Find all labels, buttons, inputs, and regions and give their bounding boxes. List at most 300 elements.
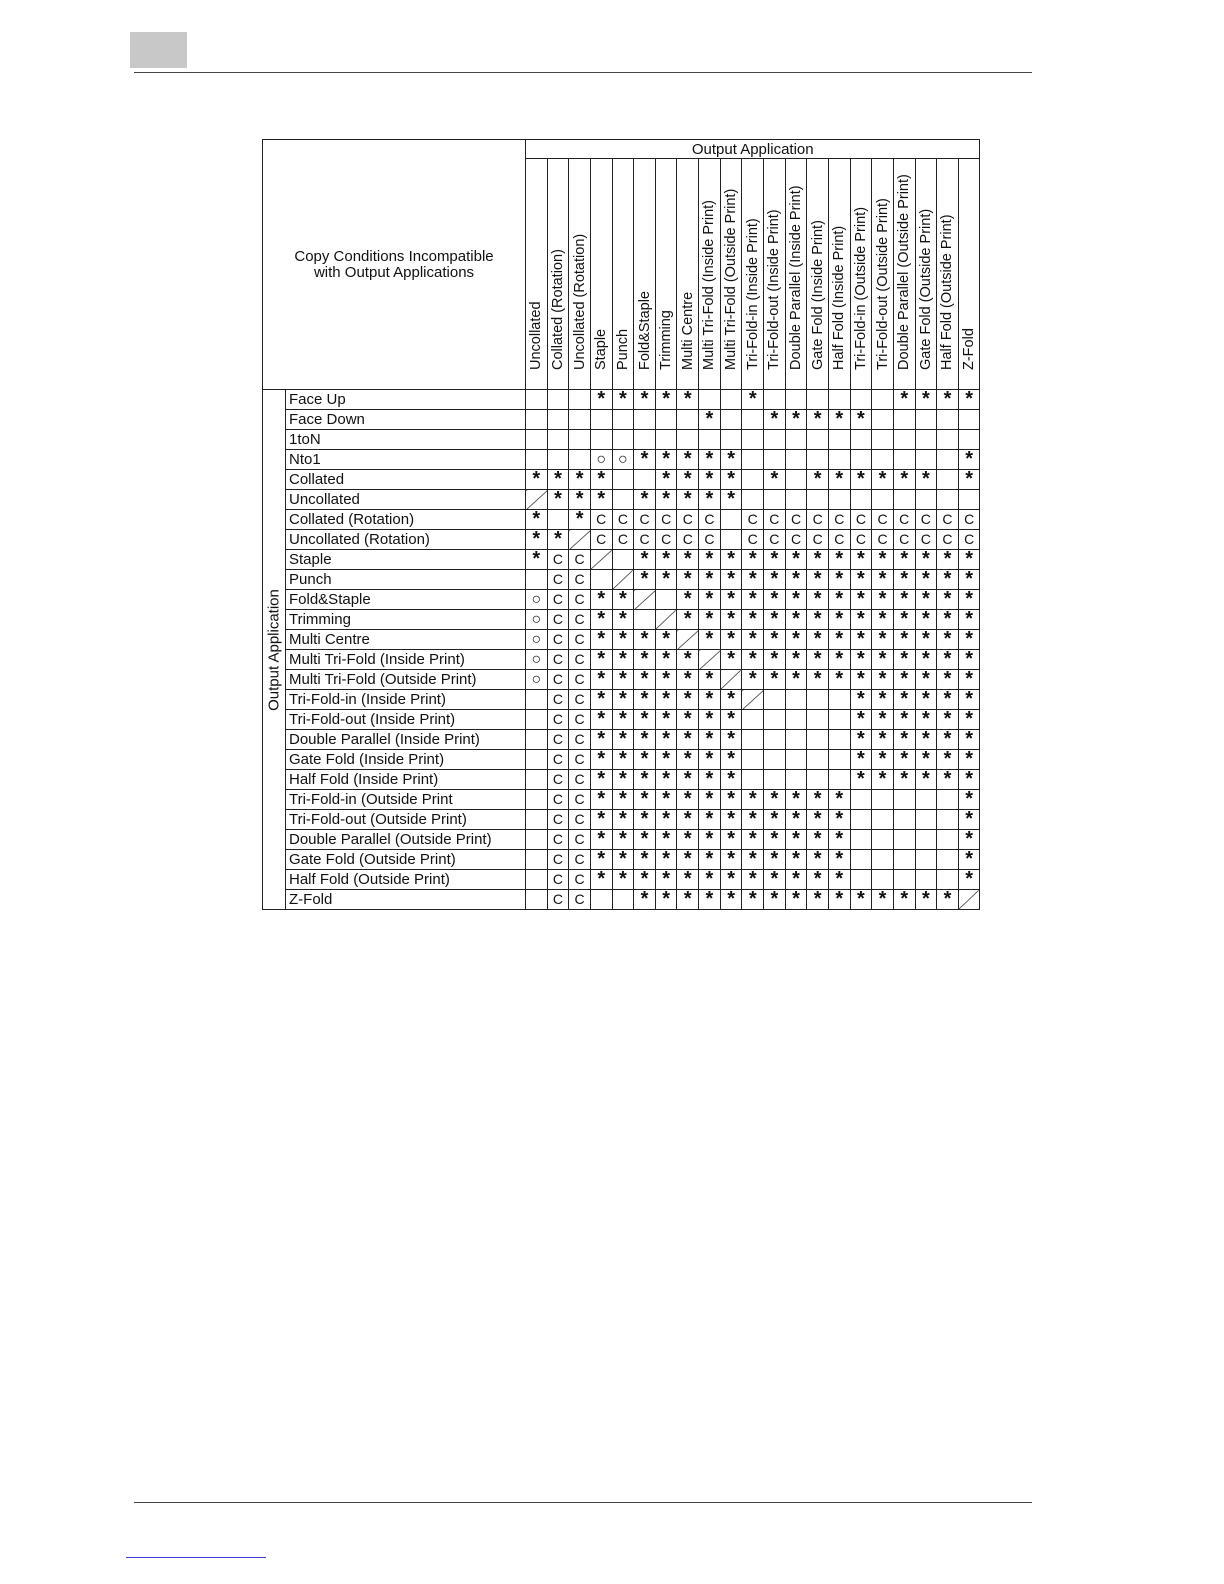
empty-cell bbox=[828, 730, 850, 750]
c-mark: C bbox=[569, 690, 591, 710]
empty-cell bbox=[828, 690, 850, 710]
incompatible-mark: * bbox=[655, 830, 677, 850]
incompatible-mark: * bbox=[937, 570, 959, 590]
empty-cell bbox=[526, 710, 548, 730]
incompatible-mark: * bbox=[569, 490, 591, 510]
row-label: Gate Fold (Inside Print) bbox=[286, 750, 526, 770]
c-mark: C bbox=[807, 510, 829, 530]
empty-cell bbox=[872, 450, 894, 470]
incompatible-mark: * bbox=[893, 770, 915, 790]
incompatible-mark: * bbox=[547, 470, 569, 490]
c-mark: C bbox=[547, 710, 569, 730]
c-mark: C bbox=[699, 530, 721, 550]
circle-mark: ○ bbox=[590, 450, 612, 470]
empty-cell bbox=[590, 570, 612, 590]
empty-cell bbox=[958, 430, 980, 450]
incompatible-mark: * bbox=[764, 850, 786, 870]
incompatible-mark: * bbox=[872, 690, 894, 710]
diagonal-cell bbox=[590, 550, 612, 570]
c-mark: C bbox=[547, 730, 569, 750]
incompatible-mark: * bbox=[655, 490, 677, 510]
incompatible-mark: * bbox=[764, 870, 786, 890]
incompatible-mark: * bbox=[634, 490, 656, 510]
incompatible-mark: * bbox=[634, 570, 656, 590]
incompatible-mark: * bbox=[958, 750, 980, 770]
empty-cell bbox=[937, 470, 959, 490]
incompatible-mark: * bbox=[677, 850, 699, 870]
empty-cell bbox=[785, 730, 807, 750]
incompatible-mark: * bbox=[677, 770, 699, 790]
incompatible-mark: * bbox=[634, 450, 656, 470]
incompatible-mark: * bbox=[915, 610, 937, 630]
table-row bbox=[263, 470, 980, 490]
empty-cell bbox=[677, 430, 699, 450]
incompatible-mark: * bbox=[850, 750, 872, 770]
incompatible-mark: * bbox=[699, 870, 721, 890]
c-mark: C bbox=[547, 610, 569, 630]
incompatible-mark: * bbox=[742, 390, 764, 410]
empty-cell bbox=[828, 750, 850, 770]
incompatible-mark: * bbox=[612, 630, 634, 650]
incompatible-mark: * bbox=[655, 770, 677, 790]
incompatible-mark: * bbox=[677, 450, 699, 470]
empty-cell bbox=[742, 770, 764, 790]
incompatible-mark: * bbox=[937, 650, 959, 670]
row-label: Double Parallel (Outside Print) bbox=[286, 830, 526, 850]
empty-cell bbox=[958, 490, 980, 510]
column-header-label: Tri-Fold-out (Outside Print) bbox=[874, 198, 891, 370]
row-label: Fold&Staple bbox=[286, 590, 526, 610]
empty-cell bbox=[850, 810, 872, 830]
incompatible-mark: * bbox=[699, 850, 721, 870]
diagonal-cell bbox=[742, 690, 764, 710]
incompatible-mark: * bbox=[590, 790, 612, 810]
empty-cell bbox=[807, 450, 829, 470]
incompatible-mark: * bbox=[807, 590, 829, 610]
empty-cell bbox=[828, 710, 850, 730]
empty-cell bbox=[915, 790, 937, 810]
column-header bbox=[937, 159, 959, 390]
incompatible-mark: * bbox=[893, 390, 915, 410]
circle-mark: ○ bbox=[526, 630, 548, 650]
incompatible-mark: * bbox=[720, 470, 742, 490]
empty-cell bbox=[872, 870, 894, 890]
incompatible-mark: * bbox=[612, 590, 634, 610]
column-header-label: Fold&Staple bbox=[636, 291, 653, 370]
c-mark: C bbox=[785, 530, 807, 550]
incompatible-mark: * bbox=[634, 710, 656, 730]
incompatible-mark: * bbox=[655, 890, 677, 910]
empty-cell bbox=[526, 870, 548, 890]
incompatible-mark: * bbox=[590, 850, 612, 870]
incompatible-mark: * bbox=[785, 830, 807, 850]
c-mark: C bbox=[569, 650, 591, 670]
c-mark: C bbox=[612, 510, 634, 530]
empty-cell bbox=[634, 410, 656, 430]
incompatible-mark: * bbox=[634, 830, 656, 850]
incompatible-mark: * bbox=[958, 810, 980, 830]
empty-cell bbox=[569, 410, 591, 430]
empty-cell bbox=[785, 430, 807, 450]
empty-cell bbox=[634, 430, 656, 450]
column-header-label: Gate Fold (Outside Print) bbox=[917, 208, 934, 370]
incompatible-mark: * bbox=[547, 530, 569, 550]
incompatible-mark: * bbox=[634, 730, 656, 750]
column-header-label: Multi Tri-Fold (Outside Print) bbox=[723, 188, 740, 370]
incompatible-mark: * bbox=[590, 470, 612, 490]
incompatible-mark: * bbox=[764, 890, 786, 910]
table-row bbox=[263, 690, 980, 710]
incompatible-mark: * bbox=[612, 390, 634, 410]
empty-cell bbox=[612, 470, 634, 490]
empty-cell bbox=[785, 770, 807, 790]
incompatible-mark: * bbox=[634, 870, 656, 890]
incompatible-mark: * bbox=[958, 670, 980, 690]
incompatible-mark: * bbox=[893, 610, 915, 630]
row-label: 1toN bbox=[286, 430, 526, 450]
incompatible-mark: * bbox=[764, 590, 786, 610]
circle-mark: ○ bbox=[526, 650, 548, 670]
empty-cell bbox=[526, 810, 548, 830]
column-group-header: Output Application bbox=[526, 140, 980, 159]
incompatible-mark: * bbox=[764, 670, 786, 690]
diagonal-cell bbox=[612, 570, 634, 590]
c-mark: C bbox=[742, 510, 764, 530]
empty-cell bbox=[742, 730, 764, 750]
column-header-label: Z-Fold bbox=[961, 328, 978, 370]
incompatible-mark: * bbox=[958, 870, 980, 890]
c-mark: C bbox=[547, 750, 569, 770]
incompatible-mark: * bbox=[828, 830, 850, 850]
incompatible-mark: * bbox=[850, 590, 872, 610]
c-mark: C bbox=[569, 590, 591, 610]
empty-cell bbox=[764, 430, 786, 450]
incompatible-mark: * bbox=[677, 610, 699, 630]
incompatible-mark: * bbox=[677, 870, 699, 890]
column-header bbox=[634, 159, 656, 390]
column-header bbox=[547, 159, 569, 390]
empty-cell bbox=[720, 430, 742, 450]
incompatible-mark: * bbox=[699, 890, 721, 910]
empty-cell bbox=[937, 830, 959, 850]
incompatible-mark: * bbox=[590, 630, 612, 650]
table-row bbox=[263, 410, 980, 430]
incompatible-mark: * bbox=[590, 750, 612, 770]
empty-cell bbox=[872, 810, 894, 830]
incompatible-mark: * bbox=[699, 610, 721, 630]
incompatible-mark: * bbox=[655, 790, 677, 810]
c-mark: C bbox=[893, 530, 915, 550]
incompatible-mark: * bbox=[828, 590, 850, 610]
empty-cell bbox=[893, 850, 915, 870]
empty-cell bbox=[828, 430, 850, 450]
incompatible-mark: * bbox=[850, 610, 872, 630]
page-tab-marker bbox=[130, 32, 187, 68]
c-mark: C bbox=[569, 550, 591, 570]
column-header-label: Double Parallel (Inside Print) bbox=[788, 185, 804, 370]
empty-cell bbox=[872, 390, 894, 410]
table-row bbox=[263, 830, 980, 850]
incompatible-mark: * bbox=[634, 390, 656, 410]
c-mark: C bbox=[569, 670, 591, 690]
empty-cell bbox=[526, 850, 548, 870]
c-mark: C bbox=[547, 790, 569, 810]
empty-cell bbox=[807, 730, 829, 750]
empty-cell bbox=[526, 450, 548, 470]
incompatible-mark: * bbox=[807, 610, 829, 630]
empty-cell bbox=[850, 830, 872, 850]
empty-cell bbox=[893, 830, 915, 850]
incompatible-mark: * bbox=[807, 890, 829, 910]
incompatible-mark: * bbox=[785, 550, 807, 570]
incompatible-mark: * bbox=[937, 670, 959, 690]
incompatible-mark: * bbox=[742, 670, 764, 690]
incompatible-mark: * bbox=[937, 770, 959, 790]
incompatible-mark: * bbox=[677, 690, 699, 710]
incompatible-mark: * bbox=[893, 670, 915, 690]
c-mark: C bbox=[547, 850, 569, 870]
row-label: Collated (Rotation) bbox=[286, 510, 526, 530]
incompatible-mark: * bbox=[634, 550, 656, 570]
c-mark: C bbox=[569, 830, 591, 850]
table-row bbox=[263, 590, 980, 610]
empty-cell bbox=[526, 390, 548, 410]
incompatible-mark: * bbox=[699, 750, 721, 770]
incompatible-mark: * bbox=[807, 830, 829, 850]
c-mark: C bbox=[655, 530, 677, 550]
incompatible-mark: * bbox=[590, 710, 612, 730]
incompatible-mark: * bbox=[612, 670, 634, 690]
table-row bbox=[263, 610, 980, 630]
incompatible-mark: * bbox=[699, 790, 721, 810]
c-mark: C bbox=[569, 710, 591, 730]
column-header bbox=[785, 159, 807, 390]
incompatible-mark: * bbox=[742, 790, 764, 810]
incompatible-mark: * bbox=[699, 710, 721, 730]
incompatible-mark: * bbox=[612, 850, 634, 870]
row-group-label: Output Application bbox=[265, 588, 283, 711]
c-mark: C bbox=[547, 650, 569, 670]
column-header bbox=[677, 159, 699, 390]
incompatible-mark: * bbox=[699, 730, 721, 750]
incompatible-mark: * bbox=[612, 770, 634, 790]
empty-cell bbox=[785, 470, 807, 490]
incompatible-mark: * bbox=[742, 830, 764, 850]
incompatible-mark: * bbox=[590, 870, 612, 890]
incompatible-mark: * bbox=[720, 610, 742, 630]
incompatible-mark: * bbox=[764, 630, 786, 650]
diagonal-cell bbox=[699, 650, 721, 670]
empty-cell bbox=[785, 750, 807, 770]
column-header-label: Trimming bbox=[658, 310, 675, 370]
incompatible-mark: * bbox=[828, 610, 850, 630]
c-mark: C bbox=[547, 550, 569, 570]
incompatible-mark: * bbox=[828, 670, 850, 690]
c-mark: C bbox=[785, 510, 807, 530]
c-mark: C bbox=[764, 530, 786, 550]
column-header-label: Multi Tri-Fold (Inside Print) bbox=[701, 199, 718, 370]
incompatible-mark: * bbox=[590, 670, 612, 690]
incompatible-mark: * bbox=[915, 630, 937, 650]
incompatible-mark: * bbox=[850, 730, 872, 750]
column-header bbox=[850, 159, 872, 390]
incompatible-mark: * bbox=[655, 690, 677, 710]
incompatible-mark: * bbox=[526, 470, 548, 490]
column-header bbox=[526, 159, 548, 390]
incompatible-mark: * bbox=[655, 470, 677, 490]
table-row bbox=[263, 530, 980, 550]
empty-cell bbox=[807, 430, 829, 450]
empty-cell bbox=[937, 790, 959, 810]
incompatible-mark: * bbox=[937, 590, 959, 610]
incompatible-mark: * bbox=[764, 830, 786, 850]
c-mark: C bbox=[569, 850, 591, 870]
incompatible-mark: * bbox=[764, 650, 786, 670]
incompatible-mark: * bbox=[850, 690, 872, 710]
incompatible-mark: * bbox=[937, 890, 959, 910]
incompatible-mark: * bbox=[958, 470, 980, 490]
incompatible-mark: * bbox=[699, 590, 721, 610]
incompatible-mark: * bbox=[937, 610, 959, 630]
incompatible-mark: * bbox=[720, 450, 742, 470]
incompatible-mark: * bbox=[720, 790, 742, 810]
incompatible-mark: * bbox=[677, 830, 699, 850]
incompatible-mark: * bbox=[785, 590, 807, 610]
diagonal-cell bbox=[526, 490, 548, 510]
incompatible-mark: * bbox=[720, 690, 742, 710]
table-row bbox=[263, 510, 980, 530]
incompatible-mark: * bbox=[893, 730, 915, 750]
incompatible-mark: * bbox=[958, 630, 980, 650]
incompatible-mark: * bbox=[893, 890, 915, 910]
c-mark: C bbox=[547, 590, 569, 610]
incompatible-mark: * bbox=[937, 710, 959, 730]
c-mark: C bbox=[893, 510, 915, 530]
incompatible-mark: * bbox=[807, 470, 829, 490]
incompatible-mark: * bbox=[526, 550, 548, 570]
table-row bbox=[263, 430, 980, 450]
incompatible-mark: * bbox=[655, 730, 677, 750]
incompatible-mark: * bbox=[526, 510, 548, 530]
incompatible-mark: * bbox=[807, 810, 829, 830]
incompatible-mark: * bbox=[634, 890, 656, 910]
row-group-header bbox=[263, 390, 286, 910]
empty-cell bbox=[655, 430, 677, 450]
c-mark: C bbox=[937, 510, 959, 530]
row-label: Double Parallel (Inside Print) bbox=[286, 730, 526, 750]
empty-cell bbox=[655, 590, 677, 610]
incompatible-mark: * bbox=[785, 410, 807, 430]
empty-cell bbox=[828, 490, 850, 510]
incompatible-mark: * bbox=[828, 570, 850, 590]
table-row bbox=[263, 870, 980, 890]
column-header-label: Gate Fold (Inside Print) bbox=[809, 220, 826, 370]
column-header-label: Uncollated (Rotation) bbox=[571, 233, 588, 370]
incompatible-mark: * bbox=[828, 870, 850, 890]
incompatible-mark: * bbox=[655, 670, 677, 690]
incompatible-mark: * bbox=[915, 570, 937, 590]
incompatible-mark: * bbox=[655, 810, 677, 830]
incompatible-mark: * bbox=[785, 790, 807, 810]
row-label: Tri-Fold-out (Inside Print) bbox=[286, 710, 526, 730]
incompatible-mark: * bbox=[958, 690, 980, 710]
incompatible-mark: * bbox=[872, 890, 894, 910]
incompatible-mark: * bbox=[915, 770, 937, 790]
empty-cell bbox=[526, 410, 548, 430]
c-mark: C bbox=[677, 530, 699, 550]
empty-cell bbox=[612, 890, 634, 910]
empty-cell bbox=[526, 890, 548, 910]
incompatible-mark: * bbox=[742, 810, 764, 830]
c-mark: C bbox=[958, 530, 980, 550]
empty-cell bbox=[699, 430, 721, 450]
incompatible-mark: * bbox=[634, 750, 656, 770]
incompatible-mark: * bbox=[655, 570, 677, 590]
incompatible-mark: * bbox=[612, 730, 634, 750]
c-mark: C bbox=[569, 610, 591, 630]
incompatible-mark: * bbox=[893, 590, 915, 610]
incompatible-mark: * bbox=[547, 490, 569, 510]
diagonal-cell bbox=[958, 890, 980, 910]
incompatible-mark: * bbox=[850, 630, 872, 650]
footer-rule bbox=[134, 1502, 1032, 1503]
column-header-label: Punch bbox=[614, 328, 631, 370]
incompatible-mark: * bbox=[655, 630, 677, 650]
corner-title-line2: with Output Applications bbox=[313, 263, 475, 281]
incompatible-mark: * bbox=[655, 850, 677, 870]
incompatible-mark: * bbox=[764, 810, 786, 830]
row-label: Tri-Fold-out (Outside Print) bbox=[286, 810, 526, 830]
incompatible-mark: * bbox=[958, 790, 980, 810]
column-header-label: Uncollated bbox=[528, 301, 545, 370]
incompatible-mark: * bbox=[699, 470, 721, 490]
column-header bbox=[612, 159, 634, 390]
c-mark: C bbox=[569, 810, 591, 830]
empty-cell bbox=[764, 750, 786, 770]
incompatible-mark: * bbox=[893, 570, 915, 590]
incompatible-mark: * bbox=[850, 650, 872, 670]
column-header-label: Half Fold (Inside Print) bbox=[831, 225, 848, 370]
incompatible-mark: * bbox=[526, 530, 548, 550]
incompatible-mark: * bbox=[655, 870, 677, 890]
c-mark: C bbox=[547, 870, 569, 890]
empty-cell bbox=[612, 410, 634, 430]
incompatible-mark: * bbox=[850, 410, 872, 430]
column-header bbox=[742, 159, 764, 390]
c-mark: C bbox=[547, 690, 569, 710]
incompatible-mark: * bbox=[893, 650, 915, 670]
incompatible-mark: * bbox=[590, 610, 612, 630]
incompatible-mark: * bbox=[828, 470, 850, 490]
table-row bbox=[263, 450, 980, 470]
c-mark: C bbox=[612, 530, 634, 550]
incompatible-mark: * bbox=[807, 650, 829, 670]
c-mark: C bbox=[807, 530, 829, 550]
c-mark: C bbox=[569, 630, 591, 650]
incompatible-mark: * bbox=[937, 730, 959, 750]
incompatible-mark: * bbox=[937, 750, 959, 770]
incompatible-mark: * bbox=[958, 570, 980, 590]
incompatible-mark: * bbox=[720, 730, 742, 750]
incompatible-mark: * bbox=[655, 710, 677, 730]
empty-cell bbox=[526, 430, 548, 450]
empty-cell bbox=[937, 430, 959, 450]
empty-cell bbox=[807, 770, 829, 790]
empty-cell bbox=[547, 450, 569, 470]
incompatible-mark: * bbox=[807, 570, 829, 590]
empty-cell bbox=[872, 490, 894, 510]
incompatible-mark: * bbox=[742, 850, 764, 870]
